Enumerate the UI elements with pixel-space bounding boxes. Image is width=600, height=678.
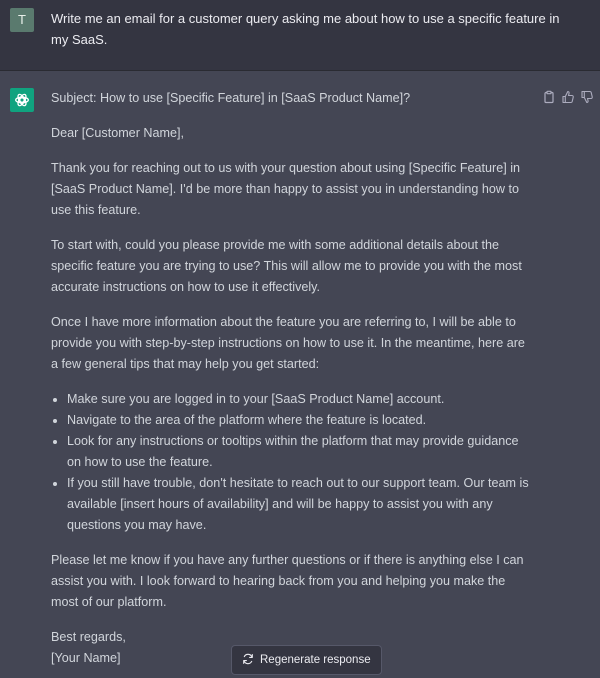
message-actions <box>542 90 594 104</box>
email-paragraph: Once I have more information about the feature you are referring to, I will be able to provide you with step-by-step instructions on how to use it. In the meantime, here are a few general tips that may help you get started: <box>51 315 525 371</box>
refresh-icon <box>242 653 254 668</box>
clipboard-icon[interactable] <box>542 90 556 104</box>
tips-list-item: • Make sure you are logged in to your [SaaS Product Name] account. <box>67 389 531 410</box>
user-message-text: Write me an email for a customer query asking me about how to use a specific feature in my SaaS. <box>51 11 560 47</box>
thumbs-up-icon[interactable] <box>561 90 575 104</box>
assistant-message-body <box>51 88 531 669</box>
thumbs-down-icon[interactable] <box>580 90 594 104</box>
email-greeting: Dear [Customer Name], <box>51 126 184 140</box>
email-paragraph: To start with, could you please provide me with some additional details about the specific feature you are trying to use? This will allow me to provide you with the most accurate instructions on how to use it effectively. <box>51 238 522 294</box>
tips-list-item: • Look for any instructions or tooltips within the platform that may provide guidance on how to use the feature. <box>67 431 531 473</box>
user-avatar: T <box>10 8 34 32</box>
email-sign-off: Best regards, <box>51 630 126 644</box>
tips-list-item: • If you still have trouble, don't hesitate to reach out to our support team. Our team is available [insert hours of availability] and will be happy to assist you with any questions you may have. <box>67 473 531 536</box>
openai-logo-icon <box>14 92 30 108</box>
email-subject: Subject: How to use [Specific Feature] in [SaaS Product Name]? <box>51 91 411 105</box>
user-message-row <box>0 0 600 71</box>
assistant-message-row <box>0 71 600 678</box>
regenerate-response-button[interactable] <box>231 645 382 675</box>
regenerate-label: Regenerate response <box>260 654 371 666</box>
tips-list-item: • Navigate to the area of the platform where the feature is located. <box>67 410 531 431</box>
tips-list <box>51 389 531 536</box>
email-signature: [Your Name] <box>51 651 121 665</box>
email-closing-paragraph: Please let me know if you have any further questions or if there is anything else I can assist you with. I look forward to hearing back from you and helping you make the most of our platform. <box>51 553 524 609</box>
email-paragraph: Thank you for reaching out to us with your question about using [Specific Feature] in [SaaS Product Name]. I'd be more than happy to assist you in understanding how to use this feature. <box>51 161 521 217</box>
assistant-avatar <box>10 88 34 112</box>
